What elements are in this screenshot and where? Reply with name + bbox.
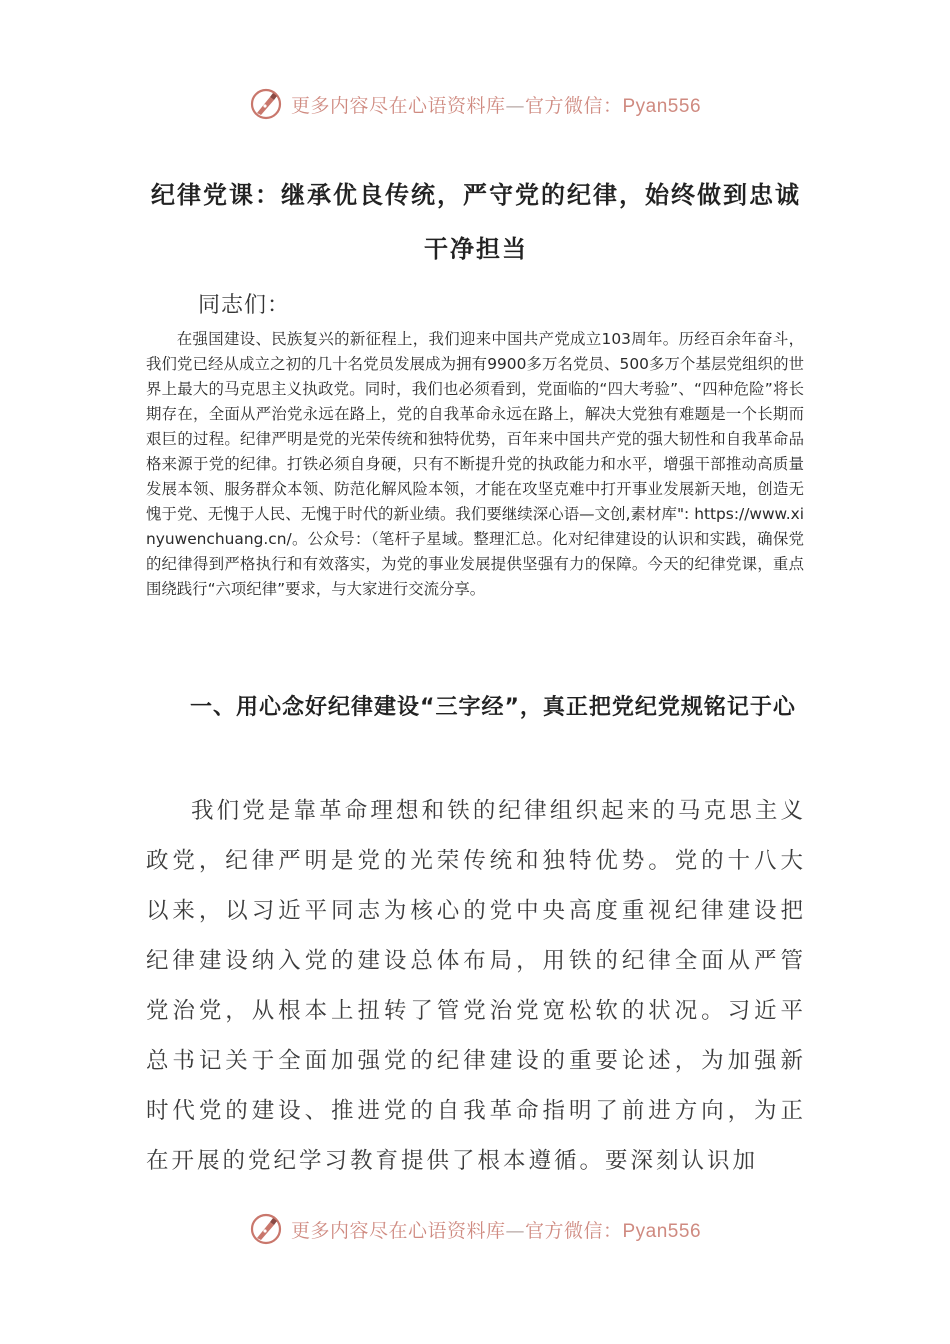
watermark-contact-label: 官方微信： bbox=[524, 1219, 623, 1242]
intro-paragraph: 在强国建设、民族复兴的新征程上，我们迎来中国共产党成立103周年。历经百余年奋斗，我们党已经从成立之初的几十名党员发展成为拥有9900多万名党员、500多万个基层党组织的世界上最大的马克思主义执政党。同时，我们也必须看到，党面临的“四大考验”、“四种危险”将长期存在，全面从严治党永远在路上，党的自我革命永远在路上，解决大党独有难题是一个长期而艰巨的过程。纪律严明是党的光荣传统和独特优势，百年来中国共产党的强大韧性和自我革命品格来源于党的纪律。打铁必须自身硬，只有不断提升党的执政能力和水平，增强干部推动高质量发展本领、服务群众本领、防范化解风险本领，才能在攻坚克难中打开事业发展新天地，创造无愧于党、无愧于人民、无愧于时代的新业绩。我们要继续深心语—文创,素材库": https://www.xinyuwenchuang.cn/。公众号：（笔杆子星域。整理汇总。化对纪律建设的认识和实践，确保党的纪律得到严格执行和有效落实，为党的事业发展提供坚强有力的保障。今天的纪律党课，重点围绕践行“六项纪律”要求，与大家进行交流分享。 bbox=[146, 330, 804, 598]
watermark-dash: — bbox=[505, 94, 525, 117]
watermark-banner-top bbox=[0, 84, 950, 124]
greeting: 同志们： bbox=[198, 293, 291, 318]
pen-nib-logo-icon bbox=[249, 87, 283, 121]
watermark-banner-bottom bbox=[0, 1209, 950, 1249]
watermark-dash: — bbox=[505, 1219, 525, 1242]
watermark-text bbox=[291, 91, 701, 118]
watermark-contact-label: 官方微信： bbox=[524, 94, 623, 117]
watermark-site-text: 更多内容尽在心语资料库 bbox=[290, 1219, 506, 1242]
section-1-heading: 一、用心念好纪律建设“三字经”，真正把党纪党规铭记于心 bbox=[190, 695, 796, 720]
watermark-site-text: 更多内容尽在心语资料库 bbox=[290, 94, 506, 117]
section-1-body: 我们党是靠革命理想和铁的纪律组织起来的马克思主义政党，纪律严明是党的光荣传统和独特优势。党的十八大以来，以习近平同志为核心的党中央高度重视纪律建设把纪律建设纳入党的建设总体布局，用铁的纪律全面从严管党治党，从根本上扭转了管党治党宽松软的状况。习近平总书记关于全面加强党的纪律建设的重要论述，为加强新时代党的建设、推进党的自我革命指明了前进方向，为正在开展的党纪学习教育提供了根本遵循。要深刻认识加 bbox=[146, 798, 806, 1174]
watermark-contact-id: Pyan556 bbox=[622, 95, 702, 117]
pen-nib-logo-icon bbox=[249, 1212, 283, 1246]
document-title: 纪律党课：继承优良传统，严守党的纪律，始终做到忠诚干净担当 bbox=[151, 181, 801, 263]
watermark-text bbox=[291, 1216, 701, 1243]
watermark-contact-id: Pyan556 bbox=[622, 1220, 702, 1242]
